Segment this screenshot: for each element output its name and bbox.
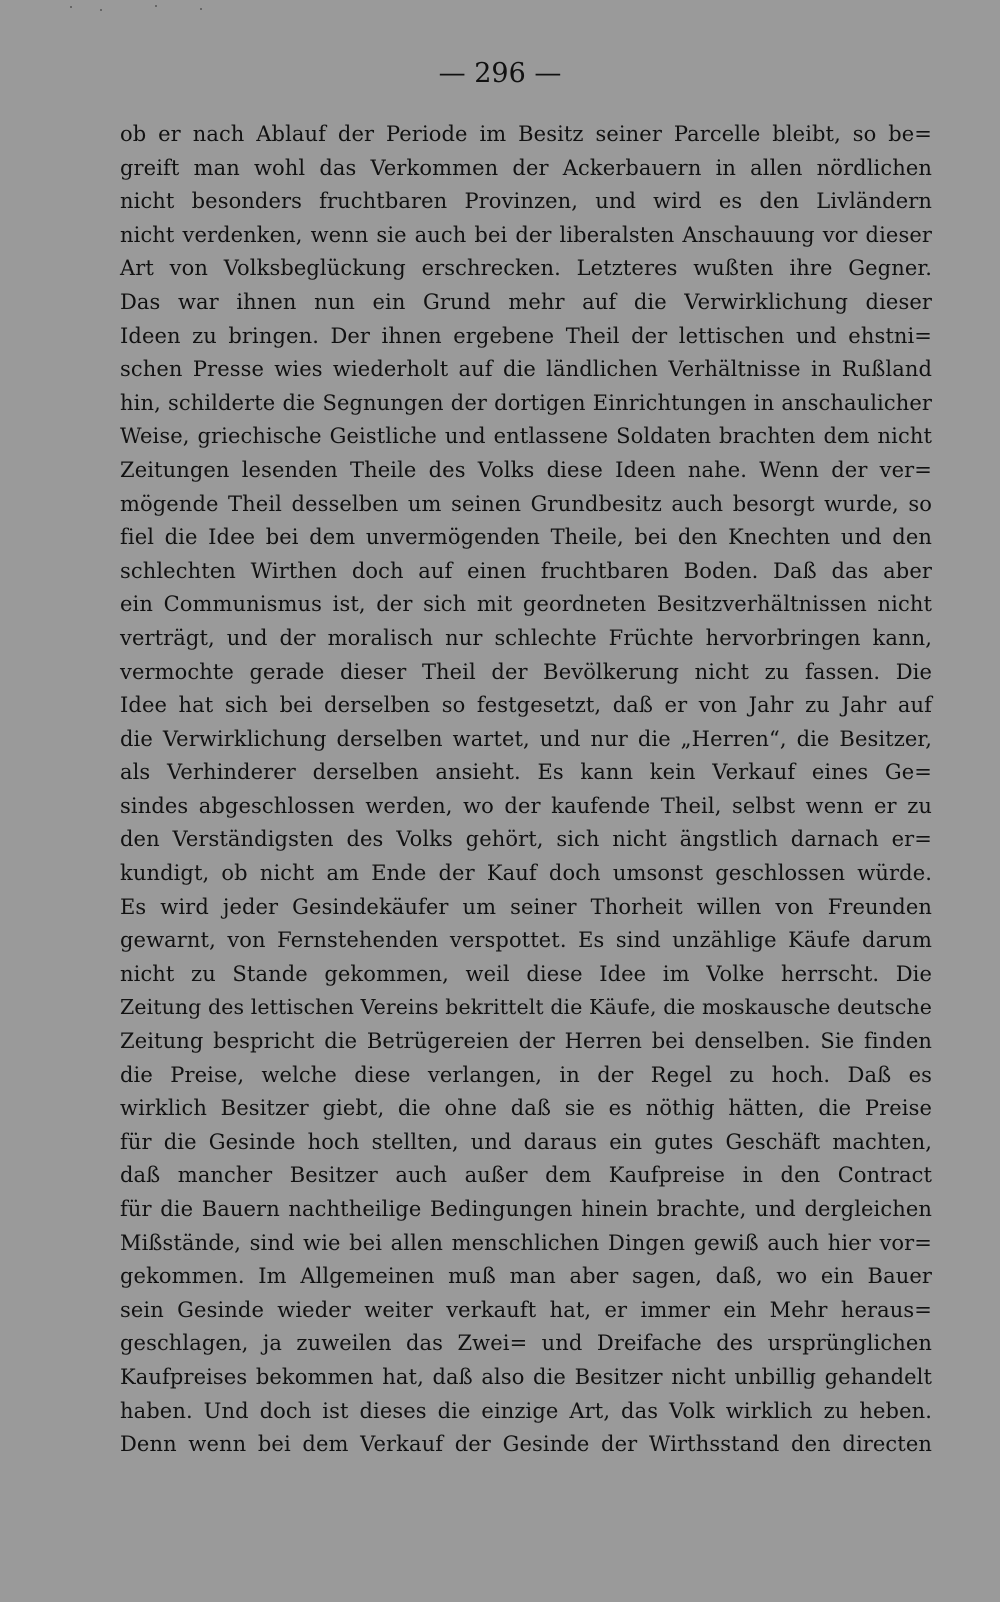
- text-line: Art von Volksbeglückung erschrecken. Letzteres wußten ihre Gegner.: [120, 256, 932, 281]
- text-line: ob er nach Ablauf der Periode im Besitz seiner Parcelle bleibt, so be=: [120, 122, 932, 146]
- text-line: Das war ihnen nun ein Grund mehr auf die Verwirklichung dieser: [120, 289, 932, 314]
- text-line: sindes abgeschlossen werden, wo der kaufende Theil, selbst wenn er zu: [120, 793, 932, 818]
- text-line: Zeitung des lettischen Vereins bekrittelt die Käufe, die moskausche deutsche: [120, 995, 932, 1020]
- text-line: Mißstände, sind wie bei allen menschlichen Dingen gewiß auch hier vor=: [120, 1230, 932, 1255]
- text-line: mögende Theil desselben um seinen Grundbesitz auch besorgt wurde, so: [120, 491, 932, 516]
- text-line: Ideen zu bringen. Der ihnen ergebene Theil der lettischen und ehstni=: [120, 323, 932, 348]
- text-line: haben. Und doch ist dieses die einzige Art, das Volk wirklich zu heben.: [120, 1398, 932, 1423]
- text-line: schen Presse wies wiederholt auf die ländlichen Verhältnisse in Rußland: [120, 357, 932, 382]
- text-line: daß mancher Besitzer auch außer dem Kaufpreise in den Contract: [120, 1163, 932, 1188]
- text-line: Weise, griechische Geistliche und entlassene Soldaten brachten dem nicht: [120, 424, 932, 449]
- text-line: geschlagen, ja zuweilen das Zwei= und Dreifache des ursprünglichen: [120, 1331, 932, 1356]
- scan-specks: [60, 4, 210, 14]
- text-line: die Verwirklichung derselben wartet, und nur die „Herren“, die Besitzer,: [120, 726, 932, 751]
- text-line: greift man wohl das Verkommen der Ackerbauern in allen nördlichen: [120, 155, 932, 180]
- text-line: Kaufpreises bekommen hat, daß also die Besitzer nicht unbillig gehandelt: [120, 1364, 932, 1389]
- page-number: — 296 —: [438, 58, 562, 89]
- text-line: verträgt, und der moralisch nur schlechte Früchte hervorbringen kann,: [120, 625, 932, 650]
- text-line: Zeitung bespricht die Betrügereien der Herren bei denselben. Sie finden: [120, 1029, 932, 1054]
- body-text: [120, 118, 932, 1462]
- text-line: fiel die Idee bei dem unvermögenden Theile, bei den Knechten und den: [120, 525, 932, 550]
- text-line: als Verhinderer derselben ansieht. Es kann kein Verkauf eines Ge=: [120, 760, 932, 785]
- text-line: Denn wenn bei dem Verkauf der Gesinde der Wirthsstand den directen: [120, 1432, 932, 1457]
- text-line: schlechten Wirthen doch auf einen fruchtbaren Boden. Daß das aber: [120, 558, 932, 583]
- text-line: gewarnt, von Fernstehenden verspottet. Es sind unzählige Käufe darum: [120, 928, 932, 953]
- text-line: vermochte gerade dieser Theil der Bevölkerung nicht zu fassen. Die: [120, 659, 932, 684]
- text-line: für die Gesinde hoch stellten, und daraus ein gutes Geschäft machten,: [120, 1129, 932, 1154]
- text-line: ein Communismus ist, der sich mit geordneten Besitzverhältnissen nicht: [120, 592, 932, 617]
- text-line: gekommen. Im Allgemeinen muß man aber sagen, daß, wo ein Bauer: [120, 1264, 932, 1289]
- text-line: hin, schilderte die Segnungen der dortigen Einrichtungen in anschaulicher: [120, 390, 932, 415]
- text-line: wirklich Besitzer giebt, die ohne daß sie es nöthig hätten, die Preise: [120, 1096, 932, 1121]
- text-line: sein Gesinde wieder weiter verkauft hat, er immer ein Mehr heraus=: [120, 1297, 932, 1322]
- text-line: den Verständigsten des Volks gehört, sich nicht ängstlich darnach er=: [120, 827, 932, 852]
- text-line: Idee hat sich bei derselben so festgesetzt, daß er von Jahr zu Jahr auf: [120, 693, 932, 718]
- text-line: Es wird jeder Gesindekäufer um seiner Thorheit willen von Freunden: [120, 894, 932, 919]
- text-line: nicht besonders fruchtbaren Provinzen, und wird es den Livländern: [120, 189, 932, 214]
- text-line: nicht zu Stande gekommen, weil diese Idee im Volke herrscht. Die: [120, 961, 932, 986]
- text-line: Zeitungen lesenden Theile des Volks diese Ideen nahe. Wenn der ver=: [120, 457, 932, 482]
- text-line: nicht verdenken, wenn sie auch bei der liberalsten Anschauung vor dieser: [120, 222, 932, 247]
- text-line: für die Bauern nachtheilige Bedingungen hinein brachte, und dergleichen: [120, 1197, 932, 1221]
- text-line: kundigt, ob nicht am Ende der Kauf doch umsonst geschlossen würde.: [120, 861, 932, 886]
- text-line: die Preise, welche diese verlangen, in der Regel zu hoch. Daß es: [120, 1062, 932, 1087]
